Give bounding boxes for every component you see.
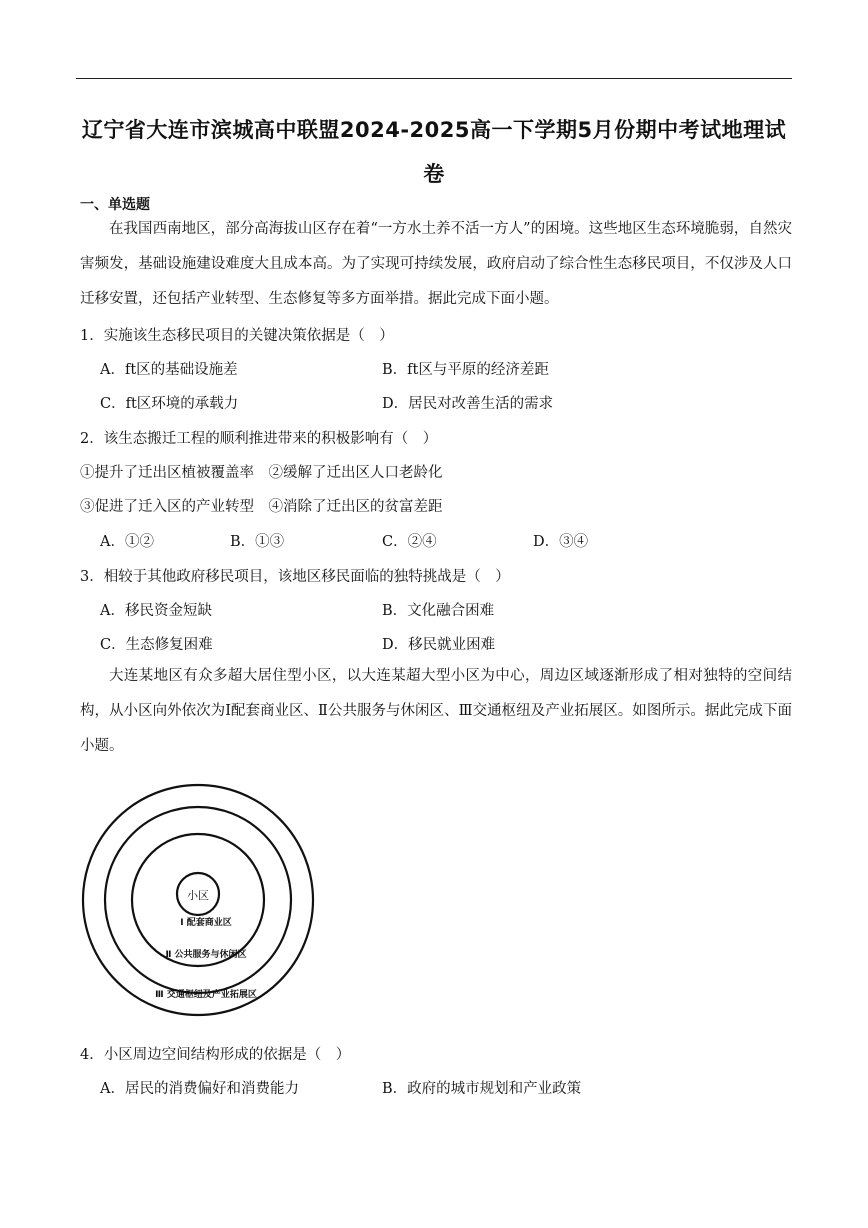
question-1-option-d[interactable]: D．居民对改善生活的需求	[382, 396, 554, 412]
passage-2: 大连某地区有众多超大居住型小区，以大连某超大型小区为中心，周边区域逐渐形成了相对独特的空间结构，从小区向外依次为Ⅰ配套商业区、Ⅱ公共服务与休闲区、Ⅲ交通枢纽及产业拓展区。如图所示。据此完成下面小题。	[80, 668, 792, 754]
section-heading: 一、单选题	[80, 197, 150, 213]
question-2-option-a[interactable]: A．①②	[100, 534, 154, 550]
zone-1-label: Ⅰ 配套商业区	[180, 918, 232, 928]
question-1-option-c[interactable]: C．ft区环境的承载力	[100, 396, 239, 412]
question-2-option-c[interactable]: C．②④	[382, 534, 437, 550]
question-2-stem: 2．该生态搬迁工程的顺利推进带来的积极影响有（ ）	[80, 431, 438, 447]
question-4-stem: 4．小区周边空间结构形成的依据是（ ）	[80, 1047, 351, 1063]
question-2-option-b[interactable]: B．①③	[230, 534, 285, 550]
zone-diagram	[80, 782, 320, 1022]
question-4-option-a[interactable]: A．居民的消费偏好和消费能力	[100, 1081, 299, 1097]
question-1-option-a[interactable]: A．ft区的基础设施差	[100, 362, 238, 378]
question-3-option-d[interactable]: D．移民就业困难	[382, 637, 496, 653]
question-2-statements-2: ③促进了迁入区的产业转型 ④消除了迁出区的贫富差距	[80, 499, 443, 515]
exam-title: 辽宁省大连市滨城高中联盟2024-2025高一下学期5月份期中考试地理试卷	[81, 118, 787, 186]
question-3-option-c[interactable]: C．生态修复困难	[100, 637, 213, 653]
question-4-option-b[interactable]: B．政府的城市规划和产业政策	[382, 1081, 582, 1097]
center-label: 小区	[187, 889, 209, 902]
header-rule	[76, 78, 792, 79]
question-2-option-d[interactable]: D．③④	[533, 534, 589, 550]
question-3-option-a[interactable]: A．移民资金短缺	[100, 603, 212, 619]
question-2-statements-1: ①提升了迁出区植被覆盖率 ②缓解了迁出区人口老龄化	[80, 465, 443, 481]
question-1-option-b[interactable]: B．ft区与平原的经济差距	[382, 362, 549, 378]
question-1-stem: 1．实施该生态移民项目的关键决策依据是（ ）	[80, 328, 394, 344]
passage-1: 在我国西南地区，部分高海拔山区存在着“一方水土养不活一方人”的困境。这些地区生态环境脆弱，自然灾害频发，基础设施建设难度大且成本高。为了实现可持续发展，政府启动了综合性生态移民项目，不仅涉及人口迁移安置，还包括产业转型、生态修复等多方面举措。据此完成下面小题。	[80, 221, 792, 307]
zone-2-label: Ⅱ 公共服务与休闲区	[165, 950, 247, 960]
question-3-option-b[interactable]: B．文化融合困难	[382, 603, 495, 619]
question-3-stem: 3．相较于其他政府移民项目，该地区移民面临的独特挑战是（ ）	[80, 569, 510, 585]
zone-3-label: Ⅲ 交通枢纽及产业拓展区	[155, 990, 257, 1000]
